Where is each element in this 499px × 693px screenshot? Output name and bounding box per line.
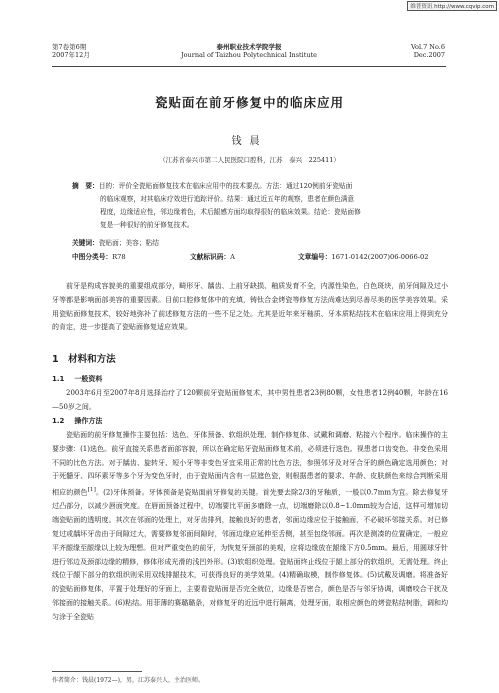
watermark: 维普资讯 http://www.cqvip.com	[407, 1, 497, 11]
volume-issue-en: Vol.7 No.6	[410, 43, 445, 51]
section-heading: 1 材料和方法	[52, 354, 116, 365]
article-number-label: 文章编号：	[298, 253, 332, 261]
abstract	[72, 180, 422, 232]
subsection-number: 1.2	[52, 417, 65, 425]
subsection-title: 操作方法	[74, 417, 103, 425]
abstract-line: 复是一种很好的前牙修复技术。	[100, 221, 194, 229]
intro-paragraph: 前牙是构成容貌美的重要组成部分，畸形牙、龋齿、上前牙缺损、釉质发育不全，内源性染色，白色斑块，前牙间隙及过小牙等都是影响面部美容的重要因素。目前口腔修复体中的充填，铸钛合金烤瓷等修复方法尚难达到尽善尽美的医学美容效果。采用瓷贴面修复技术，较好地弥补了前述修复方法的一些不足之处。尤其是近年来牙釉质、牙本质粘结技术在临床应用上得到充分的肯定，进一步提高了瓷贴面修复适应效果。	[52, 282, 448, 332]
running-header	[0, 43, 499, 65]
journal-name-cn: 泰州职业技术学院学报	[216, 43, 282, 51]
general-info	[52, 387, 448, 415]
date-cn: 2007年12月	[52, 51, 90, 59]
paragraph: 2003年6月至2007年8月选择治疗了120颗前牙瓷贴面修复术，其中男性患者23例80颗，女性患者12例40颗，年龄在16—50岁之间。	[52, 389, 448, 411]
keywords	[72, 237, 159, 247]
volume-issue-cn: 第7卷第6期	[52, 43, 87, 51]
introduction	[52, 280, 448, 335]
subsection-number: 1.1	[52, 375, 65, 383]
doc-code-label: 文献标识码：	[190, 253, 231, 261]
author-name: 钱晨	[231, 136, 268, 147]
header-rule	[52, 66, 446, 67]
subsection-title: 一般资料	[74, 375, 103, 383]
abstract-line: 目的：评价全瓷贴面修复技术在临床应用中的技术要点。方法：通过120例前牙瓷贴面	[98, 182, 353, 190]
keywords-label: 关键词：	[72, 239, 99, 247]
keywords-text: 瓷贴面；美容；粘结	[98, 239, 159, 247]
author-bio-footnote: 作者简介：钱晨(1972—)，男，江苏泰兴人，主治医师。	[52, 677, 204, 684]
procedure	[52, 429, 448, 671]
article-number: 1671-0142(2007)06-0066-02	[331, 253, 429, 261]
footnote-rule	[52, 671, 142, 672]
clc-code: R78	[112, 253, 126, 261]
abstract-line: 程度，边缘适应性，邻边缘着色，术后龈感方面均取得很好的临床效果。结论：瓷贴面修	[100, 208, 361, 216]
clc-label: 中图分类号：	[72, 253, 113, 261]
date-en: Dec.2007	[413, 51, 445, 59]
affiliation: （江苏省泰兴市第二人民医院口腔科，江苏 泰兴 225411）	[159, 156, 340, 164]
article-title: 瓷贴面在前牙修复中的临床应用	[154, 95, 344, 110]
abstract-label: 摘 要：	[72, 182, 99, 190]
subsection-heading	[52, 416, 102, 426]
subsection-heading	[52, 374, 102, 384]
paragraph: 瓷贴面的前牙修复操作主要包括：选色、牙体预备、软组织处理、制作修复体、试戴和调磨、粘接六个程序。临床操作的主要步骤：(1)选色。前牙直接关系患者面部容貌，所以在确定贴牙瓷贴面修复术前，必须进行选色。视患者口齿变色、非变色采用不同的比色方法。对于龋齿、旋转牙、短小牙等非变色牙宜采用正常的比色方法，参照邻牙及对牙合牙的颜色确定选用颜色；对于死髓牙、四环素牙等多个牙为变色牙时，由于瓷贴面内含有一层遮色瓷，则根据患者的要求、年龄、皮肤颜色来综合判断采用相应的颜色[1]。(2)牙体预备。牙体预备是瓷贴面前牙修复的关键。首先要去除2/3的牙釉质，一般以0.7mm为宜。除去修复牙过凸部分，以减少唇面突度。在唇面预备过程中，切端要比平面多磨除一点，切端磨除以0.8~1.0mm较为合适，这样可增加切端瓷贴面的透明度。其次在邻面的处理上，对牙齿排列，接触良好的患者，邻面边缘应位于接触面，不必破坏邻接关系。对已修复过或龋坏牙齿由于间隙过大，需要修复邻面间隙时，邻面边缘应延伸至舌侧，甚至包绕邻面。再次是测凑的位置确定，一般应平齐龈缘至龈缘以上较为理想。但对严重变色的前牙，为恢复牙颈部的美观，应将边缘放在龈缘下方0.5mm。最后，用圆球牙针进行邻边及颈部边缘的精修，修体形成光滑的浅凹外形。(3)软组织处理。瓷贴面终止线位于龈上部分的软组织，无需处理。终止线位于龈下部分的软组织则采用双线排龈技术，可获得良好的美学效果。(4)精确取模，制作修复体。(5)试戴及调磨。将准备好的瓷贴面修复体，平置于处理好的牙面上，主要看瓷贴面是否完全就位，边缘是否密合，颜色是否与邻牙协调，调磨咬合干扰及邻接面的接触关系。(6)粘结。用菲薄的赛璐璐条，对修复牙的近远中进行隔离，处理牙面，取相应颜色的烤瓷粘结树脂，调和均匀涂于全瓷贴	[52, 431, 448, 621]
abstract-line: 的临床观察，对其临床疗效进行追踪评价。结果：通过近五年的观察，患者在颜色满意	[100, 195, 355, 203]
journal-name-en: Journal of Taizhou Polytechnical Institute	[181, 51, 317, 59]
doc-code: A	[230, 253, 235, 261]
